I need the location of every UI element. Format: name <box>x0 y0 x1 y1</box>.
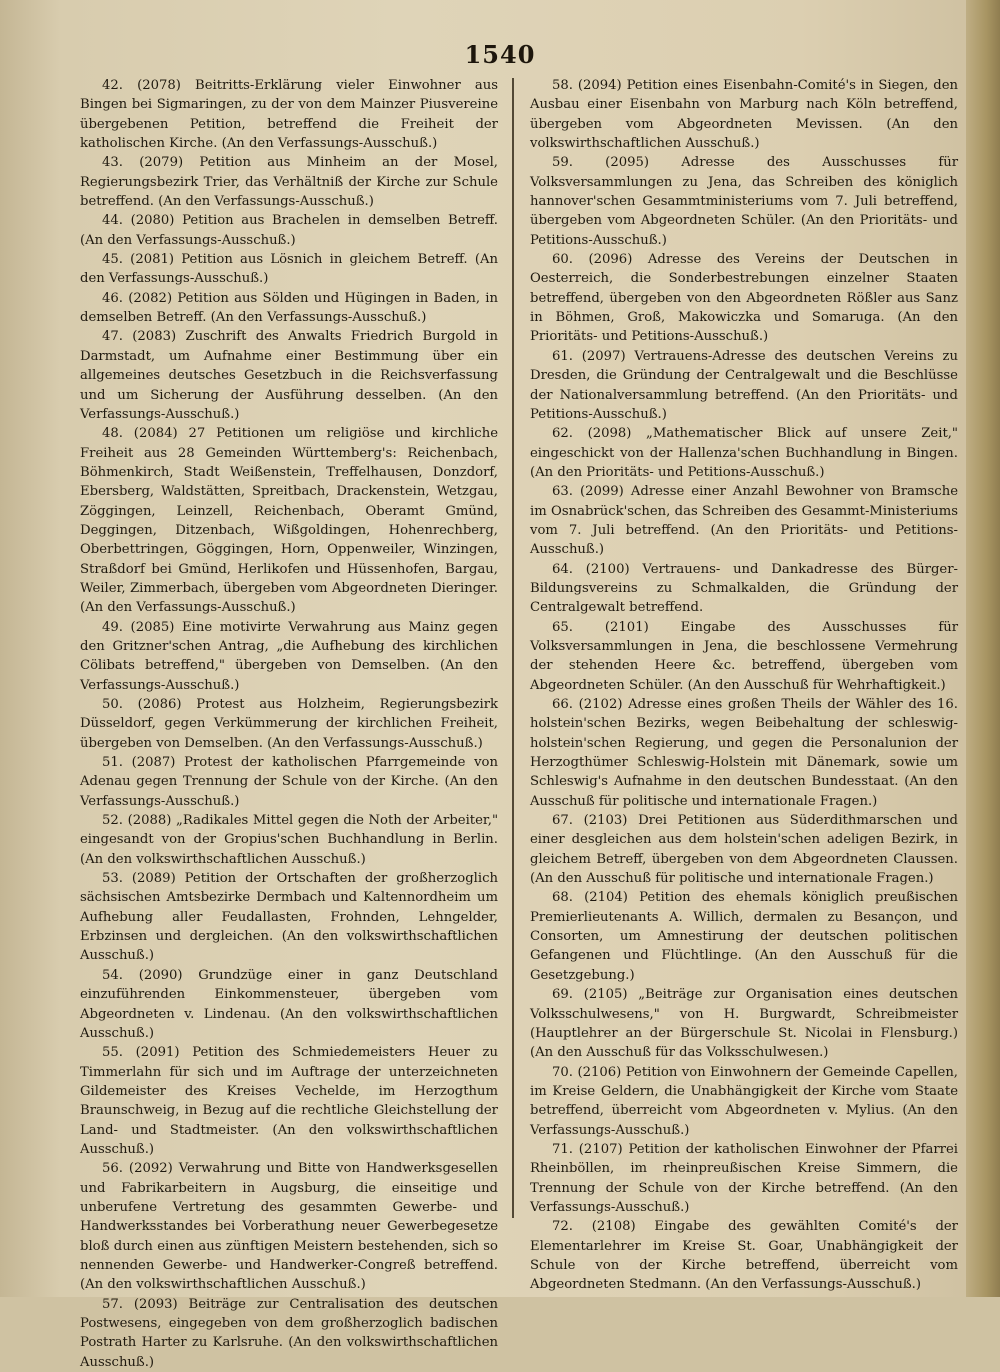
entry-number: 66. (2102) <box>552 697 623 712</box>
entry-number: 68. (2104) <box>552 890 628 906</box>
entry-text: Petition aus Sölden und Hügingen in Baden, in demselben Betreff. (An den Verfassungs-Ausschuß.) <box>80 290 499 326</box>
petition-entry <box>80 153 498 211</box>
entry-text: Vertrauens- und Dankadresse des Bürger-Bildungsvereins zu Schmalkalden, die Gründung der Centralgewalt betreffend. <box>530 561 959 616</box>
entry-number: 64. (2100) <box>552 561 630 577</box>
entry-text: Petition des Schmiedemeisters Heuer zu Timmerlahn für sich und im Auftrage der unterzeichneten Gildemeister des Kreises Vechelde, im Herzogthum Braunschweig, in Bezug auf die rechtliche Gleichstellung der Land- und Stadtmeister. (An den volkswirthschaftlichen Ausschuß.) <box>80 1045 498 1157</box>
petition-entry <box>80 424 498 617</box>
entry-text: Beitritts-Erklärung vieler Einwohner aus Bingen bei Sigmaringen, zu der von dem Mainzer Piusvereine übergebenen Petition, betreffend die Freiheit der katholischen Kirche. (An den Verfassungs-Ausschuß.) <box>80 78 498 152</box>
petition-entry <box>530 888 958 985</box>
petition-entry <box>530 76 958 153</box>
petition-entry <box>80 1295 498 1372</box>
entry-text: Adresse des Vereins der Deutschen in Oesterreich, die Sonderbestrebungen einzelner Staaten betreffend, übergeben von den Abgeordneten Rößler aus Sanz in Böhmen, Groß, Makowiczka und Somaruga. (An den Prioritäts- und Petitions-Ausschuß.) <box>530 252 959 345</box>
petition-entry <box>530 347 958 424</box>
entry-text: Petition von Einwohnern der Gemeinde Capellen, im Kreise Geldern, die Unabhängigkeit der Kirche vom Staate betreffend, überreicht vom Abgeordneten v. Mylius. (An den Verfassungs-Ausschuß.) <box>530 1064 959 1138</box>
entry-text: „Mathematischer Blick auf unsere Zeit," eingeschickt von der Hallenza'schen Buchhandlung in Bingen. (An den Prioritäts- und Petitions-Ausschuß.) <box>530 426 958 480</box>
entry-number: 62. (2098) <box>552 426 632 442</box>
entry-number: 43. (2079) <box>102 155 184 171</box>
entry-text: Grundzüge einer in ganz Deutschland einzuführenden Einkommensteuer, übergeben vom Abgeordneten v. Lindenau. (An den volkswirthschaftlichen Ausschuß.) <box>80 967 498 1041</box>
petition-entry <box>80 618 498 695</box>
petition-entry <box>530 560 958 618</box>
entry-number: 55. (2091) <box>102 1045 180 1061</box>
petition-entry <box>80 695 498 753</box>
entry-number: 59. (2095) <box>552 155 650 171</box>
entry-text: Protest der katholischen Pfarrgemeinde von Adenau gegen Trennung der Schule von der Kirche. (An den Verfassungs-Ausschuß.) <box>80 755 498 809</box>
petition-entry <box>530 618 958 695</box>
entry-number: 71. (2107) <box>552 1141 623 1157</box>
entry-text: Petition eines Eisenbahn-Comité's in Siegen, den Ausbau einer Eisenbahn von Marburg nach Köln betreffend, übergeben vom Abgeordneten Mevissen. (An den volkswirthschaftlichen Ausschuß.) <box>530 78 958 152</box>
entry-text: Beiträge zur Centralisation des deutschen Postwesens, eingegeben von dem großherzoglich badischen Postrath Harter zu Karlsruhe. (An den volkswirthschaftlichen Ausschuß.) <box>80 1296 498 1370</box>
entry-text: Verwahrung und Bitte von Handwerksgesellen und Fabrikarbeitern in Augsburg, die einseitige und unberufene Vertretung des gesammten Gewerbe- und Handwerksstandes bei Vorberathung neuer Gewerbegesetze bloß durch einen aus zünftigen Meistern bestehenden, sich so nennenden Gewerbe- und Handwerker-Congreß betreffend. (An den volkswirthschaftlichen Ausschuß.) <box>80 1161 498 1293</box>
entry-text: Petition der Ortschaften der großherzoglich sächsischen Amtsbezirke Dermbach und Kaltennordheim um Aufhebung aller Feudallasten, Frohnden, Lehngelder, Erbzinsen und dergleichen. (An den volkswirthschaftlichen Ausschuß.) <box>80 871 498 964</box>
entry-text: Eingabe des gewählten Comité's der Elementarlehrer im Kreise St. Goar, Unabhängigkeit der Schule von der Kirche betreffend, überreicht vom Abgeordneten Stedmann. (An den Verfassungs-Ausschuß.) <box>530 1219 958 1293</box>
petition-entry <box>530 250 958 347</box>
entry-number: 45. (2081) <box>102 252 175 268</box>
petition-entry <box>530 985 958 1062</box>
entry-number: 47. (2083) <box>102 329 177 345</box>
entry-number: 67. (2103) <box>552 813 628 829</box>
entry-text: Adresse des Ausschusses für Volksversammlungen zu Jena, das Schreiben des königlich hannover'schen Gesammtministeriums vom 7. Juli betreffend, übergeben vom Abgeordneten Schüler. (An den Prioritäts- und Petitions-Ausschuß.) <box>530 155 959 248</box>
petition-entry <box>80 869 498 966</box>
entry-number: 56. (2092) <box>102 1161 173 1177</box>
entry-number: 42. (2078) <box>102 78 181 93</box>
petition-entry <box>80 753 498 811</box>
entry-text: Eine motivirte Verwahrung aus Mainz gegen den Gritzner'schen Antrag, „die Aufhebung des kirchlichen Cölibats betreffend," übergeben von Demselben. (An den Verfassungs-Ausschuß.) <box>80 619 498 693</box>
entry-text: Protest aus Holzheim, Regierungsbezirk Düsseldorf, gegen Verkümmerung der kirchlichen Freiheit, übergeben von Demselben. (An den Verfassungs-Ausschuß.) <box>80 697 498 751</box>
entry-number: 51. (2087) <box>102 755 176 771</box>
entry-number: 69. (2105) <box>552 987 628 1003</box>
entry-text: Zuschrift des Anwalts Friedrich Burgold in Darmstadt, um Aufnahme einer Bestimmung über ein allgemeines deutsches Gesetzbuch in die Reichsverfassung und um Sicherung der Ausführung desselben. (An den Verfassungs-Ausschuß.) <box>80 329 499 422</box>
entry-text: Adresse eines großen Theils der Wähler des 16. holstein'schen Bezirks, wegen Beibehaltung der schleswig-holstein'schen Regierung, und gegen die Personalunion der Herzogthümer Schleswig-Holstein mit Dänemark, sowie um Schleswig's Aufnahme in den deutschen Bundesstaat. (An den Ausschuß für politische und internationale Fragen.) <box>530 697 958 809</box>
petition-entry <box>80 966 498 1043</box>
right-column <box>530 76 958 1295</box>
petition-entry <box>80 1043 498 1159</box>
entry-number: 52. (2088) <box>102 813 172 829</box>
entry-number: 50. (2086) <box>102 697 182 712</box>
petition-entry <box>80 76 498 153</box>
petition-entry <box>80 289 498 328</box>
petition-entry <box>530 1140 958 1217</box>
petition-entry <box>530 153 958 250</box>
petition-entry <box>530 1217 958 1294</box>
entry-number: 63. (2099) <box>552 484 624 500</box>
entry-number: 65. (2101) <box>552 619 649 635</box>
entry-number: 53. (2089) <box>102 871 176 887</box>
entry-number: 46. (2082) <box>102 290 173 306</box>
entry-text: Vertrauens-Adresse des deutschen Vereins zu Dresden, die Gründung der Centralgewalt und die Beschlüsse der Nationalversammlung betreffend. (An den Prioritäts- und Petitions-Ausschuß.) <box>530 348 958 422</box>
entry-number: 48. (2084) <box>102 426 178 442</box>
entry-text: Petition der katholischen Einwohner der Pfarrei Rheinböllen, im rheinpreußischen Kreise Simmern, die Trennung der Schule von der Kirche betreffend. (An den Verfassungs-Ausschuß.) <box>530 1141 959 1215</box>
entry-text: Petition aus Lösnich in gleichem Betreff. (An den Verfassungs-Ausschuß.) <box>80 252 499 287</box>
petition-entry <box>530 424 958 482</box>
entry-number: 70. (2106) <box>552 1064 622 1080</box>
entry-text: Petition aus Brachelen in demselben Betreff. (An den Verfassungs-Ausschuß.) <box>80 213 498 248</box>
column-divider <box>512 78 514 1218</box>
entry-text: Eingabe des Ausschusses für Volksversammlungen in Jena, die beschlossene Vermehrung der stehenden Heere &c. betreffend, übergeben vom Abgeordneten Schüler. (An den Ausschuß für Wehrhaftigkeit.) <box>530 619 958 693</box>
petition-entry <box>80 327 498 424</box>
entry-text: 27 Petitionen um religiöse und kirchliche Freiheit aus 28 Gemeinden Württemberg's: Reichenbach, Böhmenkirch, Stadt Weißenstein, Treffelhausen, Donzdorf, Ebersberg, Waldstätten, Spreitbach, Drackenstein, Wetzgau, Zöggingen, Leinzell, Reichenbach, Oberamt Gmünd, Deggingen, Ditzenbach, Wißgoldingen, Hohenrechberg, Oberbettringen, Göggingen, Horn, Oppenweiler, Winzingen, Straßdorf bei Gmünd, Herlikofen und Hüssenhofen, Bargau, Weiler, Zimmerbach, übergeben vom Abgeordneten Dieringer. (An den Verfassungs-Ausschuß.) <box>80 426 498 616</box>
entry-text: Adresse einer Anzahl Bewohner von Bramsche im Osnabrück'schen, das Schreiben des Gesammt-Ministeriums vom 7. Juli betreffend. (An den Prioritäts- und Petitions-Ausschuß.) <box>530 484 958 558</box>
petition-entry <box>530 1063 958 1140</box>
entry-number: 54. (2090) <box>102 967 183 983</box>
petition-entry <box>80 250 498 289</box>
petition-entry <box>80 811 498 869</box>
petition-entry <box>530 811 958 888</box>
entry-number: 57. (2093) <box>102 1296 178 1312</box>
entry-text: „Beiträge zur Organisation eines deutschen Volksschulwesens," von H. Burgwardt, Schreibmeister (Hauptlehrer an der Bürgerschule St. Nicolai in Flensburg.) (An den Ausschuß für das Volksschulwesen.) <box>530 987 958 1061</box>
entry-text: Drei Petitionen aus Süderdithmarschen und einer desgleichen aus dem holstein'schen adeligen Bezirk, in gleichem Betreff, übergeben von dem Abgeordneten Claussen. (An den Ausschuß für politische und internationale Fragen.) <box>530 813 958 887</box>
petition-entry <box>530 482 958 559</box>
entry-text: Petition aus Minheim an der Mosel, Regierungsbezirk Trier, das Verhältniß der Kirche zur Schule betreffend. (An den Verfassungs-Ausschuß.) <box>80 155 499 210</box>
entry-number: 72. (2108) <box>552 1219 636 1235</box>
entry-number: 61. (2097) <box>552 348 626 364</box>
entry-number: 49. (2085) <box>102 619 175 635</box>
entry-number: 44. (2080) <box>102 213 175 229</box>
entry-text: „Radikales Mittel gegen die Noth der Arbeiter," eingesandt von der Gropius'schen Buchhandlung in Berlin. (An den volkswirthschaftlichen Ausschuß.) <box>80 813 499 867</box>
petition-entry <box>80 211 498 250</box>
entry-number: 60. (2096) <box>552 252 633 268</box>
page-edge <box>966 0 1000 1297</box>
petition-entry <box>530 695 958 811</box>
petition-entry <box>80 1159 498 1294</box>
left-column <box>80 76 498 1372</box>
entry-number: 58. (2094) <box>552 78 622 93</box>
entry-text: Petition des ehemals königlich preußischen Premierlieutenants A. Willich, dermalen zu Besançon, und Consorten, um Amnestirung der deutschen politischen Gefangenen und Flüchtlinge. (An den Ausschuß für die Gesetzgebung.) <box>530 890 958 983</box>
page-number: 1540 <box>464 40 536 69</box>
